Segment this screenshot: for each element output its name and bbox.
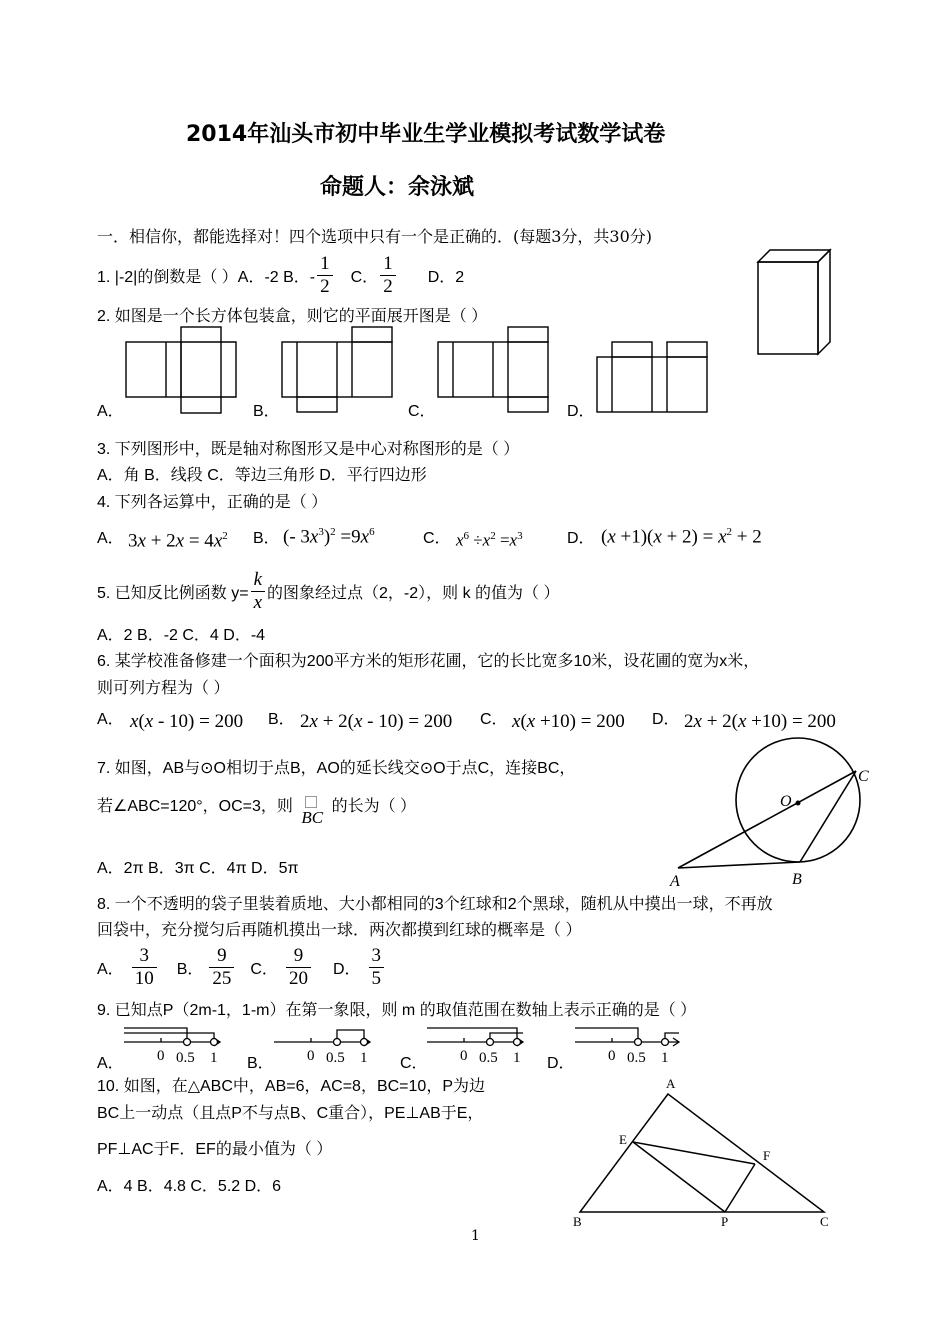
option-2a: A． [97,403,124,420]
question-4: 4. 下列各运算中，正确的是（ ） [97,494,328,511]
option-4a: A． [97,530,124,547]
label-b: B [792,871,802,888]
question-3-options: A．角 B．线段 C．等边三角形 D．平行四边形 [97,467,427,484]
svg-text:E: E [619,1132,627,1147]
fraction-9-25: $\frac{9}{25}$ [209,945,234,990]
expr-4a: $3x + 2x = 4x^2$ [128,530,228,552]
question-8-line2: 回袋中，充分搅匀后再随机摸出一球．两次都摸到红球的概率是（ ） [97,922,582,939]
svg-text:1: 1 [513,1050,521,1066]
expr-6a: x(x - 10) = 200 [130,711,244,732]
option-6b: B． [268,711,295,728]
net-option-c [436,325,551,415]
fraction-3-10: $\frac{3}{10}$ [132,945,157,990]
option-9c: C． [400,1055,428,1072]
svg-text:0.5: 0.5 [479,1050,498,1066]
question-10-options: A．4 B．4.8 C．5.2 D．6 [97,1178,282,1195]
fraction-neg-half: $\frac{1}{2}$ [317,253,333,298]
svg-text:0.5: 0.5 [326,1050,345,1066]
option-9d: D． [547,1055,575,1072]
question-8-options: A． $\frac{3}{10}$ B． $\frac{9}{25}$ C． $\frac{9}{20}$ D． $\frac{3}{5}$ [97,942,386,992]
fraction-9-20: $\frac{9}{20}$ [286,945,311,990]
net-option-d [595,340,710,415]
svg-text:0.5: 0.5 [627,1050,646,1066]
question-1: 1. |-2|的倒数是（ ）A．-2 B．- $\frac{1}{2}$ C． $\frac{1}{2}$ D．2 [97,252,465,297]
option-2d: D． [567,403,595,420]
svg-text:1: 1 [661,1050,669,1066]
expr-4c: $x^6 \div x^2 =x^3$ [456,530,523,550]
net-option-a [124,325,239,415]
question-5-options: A．2 B．-2 C．4 D．-4 [97,627,266,644]
svg-text:C: C [820,1214,829,1229]
svg-text:0: 0 [608,1048,616,1064]
option-4b: B． [253,530,280,547]
question-6-line1: 6. 某学校准备修建一个面积为200平方米的矩形花圃，它的长比宽多10米，设花圃的宽为x米， [97,653,760,670]
arc-bc-label: BC [301,808,323,828]
option-4c: C． [423,530,451,547]
number-line-a [124,1022,224,1070]
question-7-options: A．2π B．3π C．4π D．5π [97,860,299,877]
svg-text:1: 1 [210,1050,218,1066]
svg-text:0: 0 [307,1048,315,1064]
question-10-line1: 10. 如图，在△ABC中，AB=6，AC=8，BC=10，P为边 [97,1078,485,1095]
number-line-d [575,1022,685,1070]
option-6a: A． [97,711,124,728]
option-9a: A． [97,1055,124,1072]
cuboid-figure [756,246,836,358]
question-6-line2: 则可列方程为（ ） [97,680,230,697]
expr-6b: 2x + 2(x - 10) = 200 [300,711,453,732]
svg-text:1: 1 [360,1050,368,1066]
question-5: 5. 已知反比例函数 y= $\frac{k}{x}$ 的图象经过点（2，-2），则 k 的值为（ ） [97,568,560,613]
question-10-line2: BC上一动点（且点P不与点B、C重合），PE⊥AB于E， [97,1105,484,1122]
fraction-half: $\frac{1}{2}$ [380,253,396,298]
number-line-c [427,1022,527,1070]
label-o: O [780,793,792,810]
fraction-3-5: $\frac{3}{5}$ [369,945,385,990]
triangle-figure [570,1072,840,1232]
expr-6c: x(x +10) = 200 [512,711,625,732]
question-7-line1: 7. 如图，AB与⊙O相切于点B，AO的延长线交⊙O于点C，连接BC， [97,760,576,777]
fraction-k-over-x: $\frac{k}{x}$ [251,569,265,614]
question-8-line1: 8. 一个不透明的袋子里装着质地、大小都相同的3个红球和2个黑球，随机从中摸出一球，不再放 [97,896,773,913]
svg-text:0: 0 [460,1048,468,1064]
svg-text:P: P [721,1214,729,1229]
section-heading: 一．相信你，都能选择对！四个选项中只有一个是正确的．(每题3分，共30分) [97,227,653,246]
option-4d: D． [567,530,595,547]
svg-text:F: F [763,1148,771,1163]
number-line-b [274,1022,374,1070]
page-number: 1 [471,1228,480,1244]
question-10-line3: PF⊥AC于F．EF的最小值为（ ） [97,1141,333,1158]
label-a: A [670,873,680,890]
expr-4b: (- $3x^3)^2 =9x^6$ [283,526,375,548]
net-option-b [280,325,395,415]
question-3: 3. 下列图形中，既是轴对称图形又是中心对称图形的是（ ） [97,441,520,458]
option-9b: B． [247,1055,274,1072]
label-c: C [858,768,869,785]
tangent-circle-figure [670,740,880,890]
question-7-line2: 若∠ABC=120°，OC=3，则 BC 的长为（ ） [97,798,417,827]
author-line: 命题人：余泳斌 [320,175,475,200]
svg-text:A: A [666,1076,676,1091]
expr-6d: 2x + 2(x +10) = 200 [684,711,836,732]
svg-text:0: 0 [157,1048,165,1064]
question-2: 2. 如图是一个长方体包装盒，则它的平面展开图是（ ） [97,308,488,325]
expr-4d: $(x +1)(x + 2) = x^2 + 2$ [601,526,762,548]
option-6c: C． [480,711,508,728]
svg-text:0.5: 0.5 [176,1050,195,1066]
svg-text:B: B [573,1214,582,1229]
page-title: 2014年汕头市初中毕业生学业模拟考试数学试卷 [186,122,666,147]
option-2b: B． [253,403,280,420]
option-6d: D． [652,711,680,728]
question-9: 9. 已知点P（2m-1，1-m）在第一象限，则 m 的取值范围在数轴上表示正确的是（ ） [97,1002,697,1019]
option-2c: C． [408,403,436,420]
